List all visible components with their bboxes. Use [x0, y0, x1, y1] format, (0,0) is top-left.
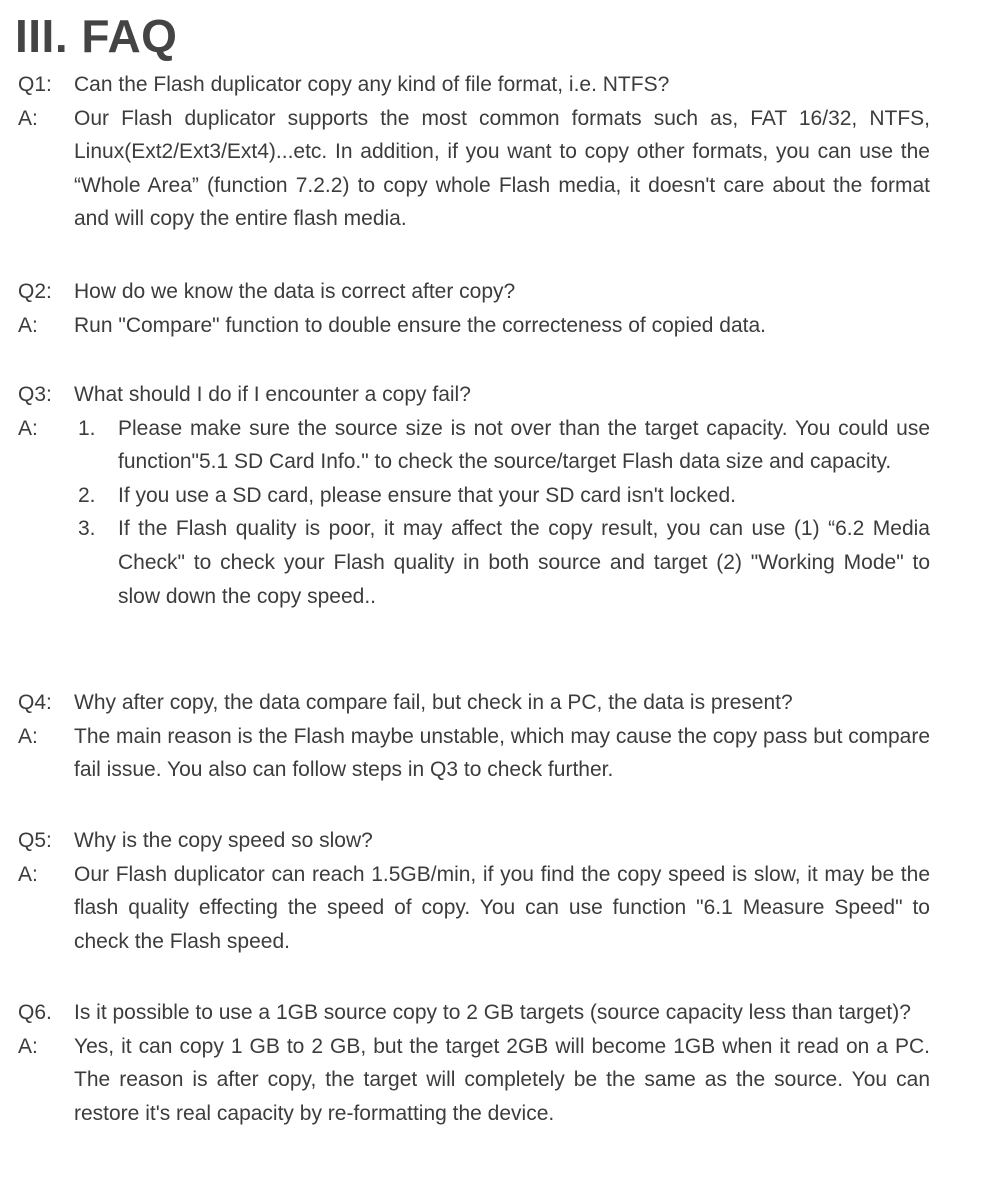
- faq-item-4: [18, 686, 930, 787]
- question-tag: Q5:: [18, 829, 52, 852]
- question-row: [18, 275, 930, 309]
- answer-text: Run "Compare" function to double ensure the correcteness of copied data.: [74, 313, 766, 337]
- answer-tag: A:: [18, 1034, 38, 1058]
- answer-row: [18, 309, 930, 343]
- question-text: Why is the copy speed so slow?: [74, 829, 373, 852]
- question-row: [18, 68, 930, 102]
- question-row: [18, 824, 930, 858]
- answer-list: [74, 412, 930, 614]
- list-item-text: Please make sure the source size is not over than the target capacity. You could use function"5.1 SD Card Info." to check the source/target Flash data size and capacity.: [118, 416, 930, 474]
- answer-list-item: [74, 512, 930, 613]
- list-item-text: If you use a SD card, please ensure that your SD card isn't locked.: [118, 483, 736, 507]
- faq-item-5: [18, 824, 930, 958]
- list-number: 2.: [78, 483, 96, 507]
- question-text: How do we know the data is correct after copy?: [74, 280, 516, 303]
- faq-item-3: [18, 378, 930, 613]
- answer-text: Our Flash duplicator supports the most common formats such as, FAT 16/32, NTFS, Linux(Ext2/Ext3/Ext4)...etc. In addition, if you want to copy other formats, you can use the “Whole Area” (function 7.2.2) to copy whole Flash media, it doesn't care about the format and will copy the entire flash media.: [74, 106, 930, 231]
- answer-tag: A:: [18, 724, 38, 748]
- question-row: [18, 686, 930, 720]
- answer-row: [18, 1030, 930, 1131]
- faq-item-2: [18, 275, 930, 342]
- question-tag: Q2:: [18, 280, 52, 303]
- question-text: Is it possible to use a 1GB source copy to 2 GB targets (source capacity less than target)?: [74, 1001, 911, 1024]
- question-text: What should I do if I encounter a copy fail?: [74, 383, 471, 406]
- answer-row: [18, 412, 930, 614]
- answer-tag: A:: [18, 313, 38, 337]
- answer-tag: A:: [18, 416, 38, 440]
- answer-list-item: [74, 479, 930, 513]
- answer-row: [18, 858, 930, 959]
- answer-row: [18, 720, 930, 787]
- question-row: [18, 996, 930, 1030]
- question-text: Can the Flash duplicator copy any kind of file format, i.e. NTFS?: [74, 73, 670, 96]
- answer-tag: A:: [18, 862, 38, 886]
- question-row: [18, 378, 930, 412]
- page-title: III. FAQ: [15, 10, 178, 62]
- answer-list-item: [74, 412, 930, 479]
- faq-item-1: [18, 68, 930, 236]
- list-number: 3.: [78, 517, 96, 541]
- faq-item-6: [18, 996, 930, 1130]
- list-number: 1.: [78, 416, 96, 440]
- answer-text: Yes, it can copy 1 GB to 2 GB, but the target 2GB will become 1GB when it read on a PC. The reason is after copy, the target will completely be the same as the source. You can restore it's real capacity by re-formatting the device.: [74, 1034, 930, 1125]
- question-tag: Q6.: [18, 1001, 52, 1024]
- question-text: Why after copy, the data compare fail, but check in a PC, the data is present?: [74, 691, 793, 714]
- question-tag: Q4:: [18, 691, 52, 714]
- answer-tag: A:: [18, 106, 38, 130]
- answer-text: Our Flash duplicator can reach 1.5GB/min, if you find the copy speed is slow, it may be the flash quality effecting the speed of copy. You can use function "6.1 Measure Speed" to check the Flash speed.: [74, 862, 930, 953]
- list-item-text: If the Flash quality is poor, it may affect the copy result, you can use (1) “6.2 Media Check" to check your Flash quality in both source and target (2) "Working Mode" to slow down the copy speed..: [118, 517, 930, 608]
- question-tag: Q1:: [18, 73, 52, 96]
- answer-text: The main reason is the Flash maybe unstable, which may cause the copy pass but compare fail issue. You also can follow steps in Q3 to check further.: [74, 724, 930, 782]
- answer-row: [18, 102, 930, 236]
- question-tag: Q3:: [18, 383, 52, 406]
